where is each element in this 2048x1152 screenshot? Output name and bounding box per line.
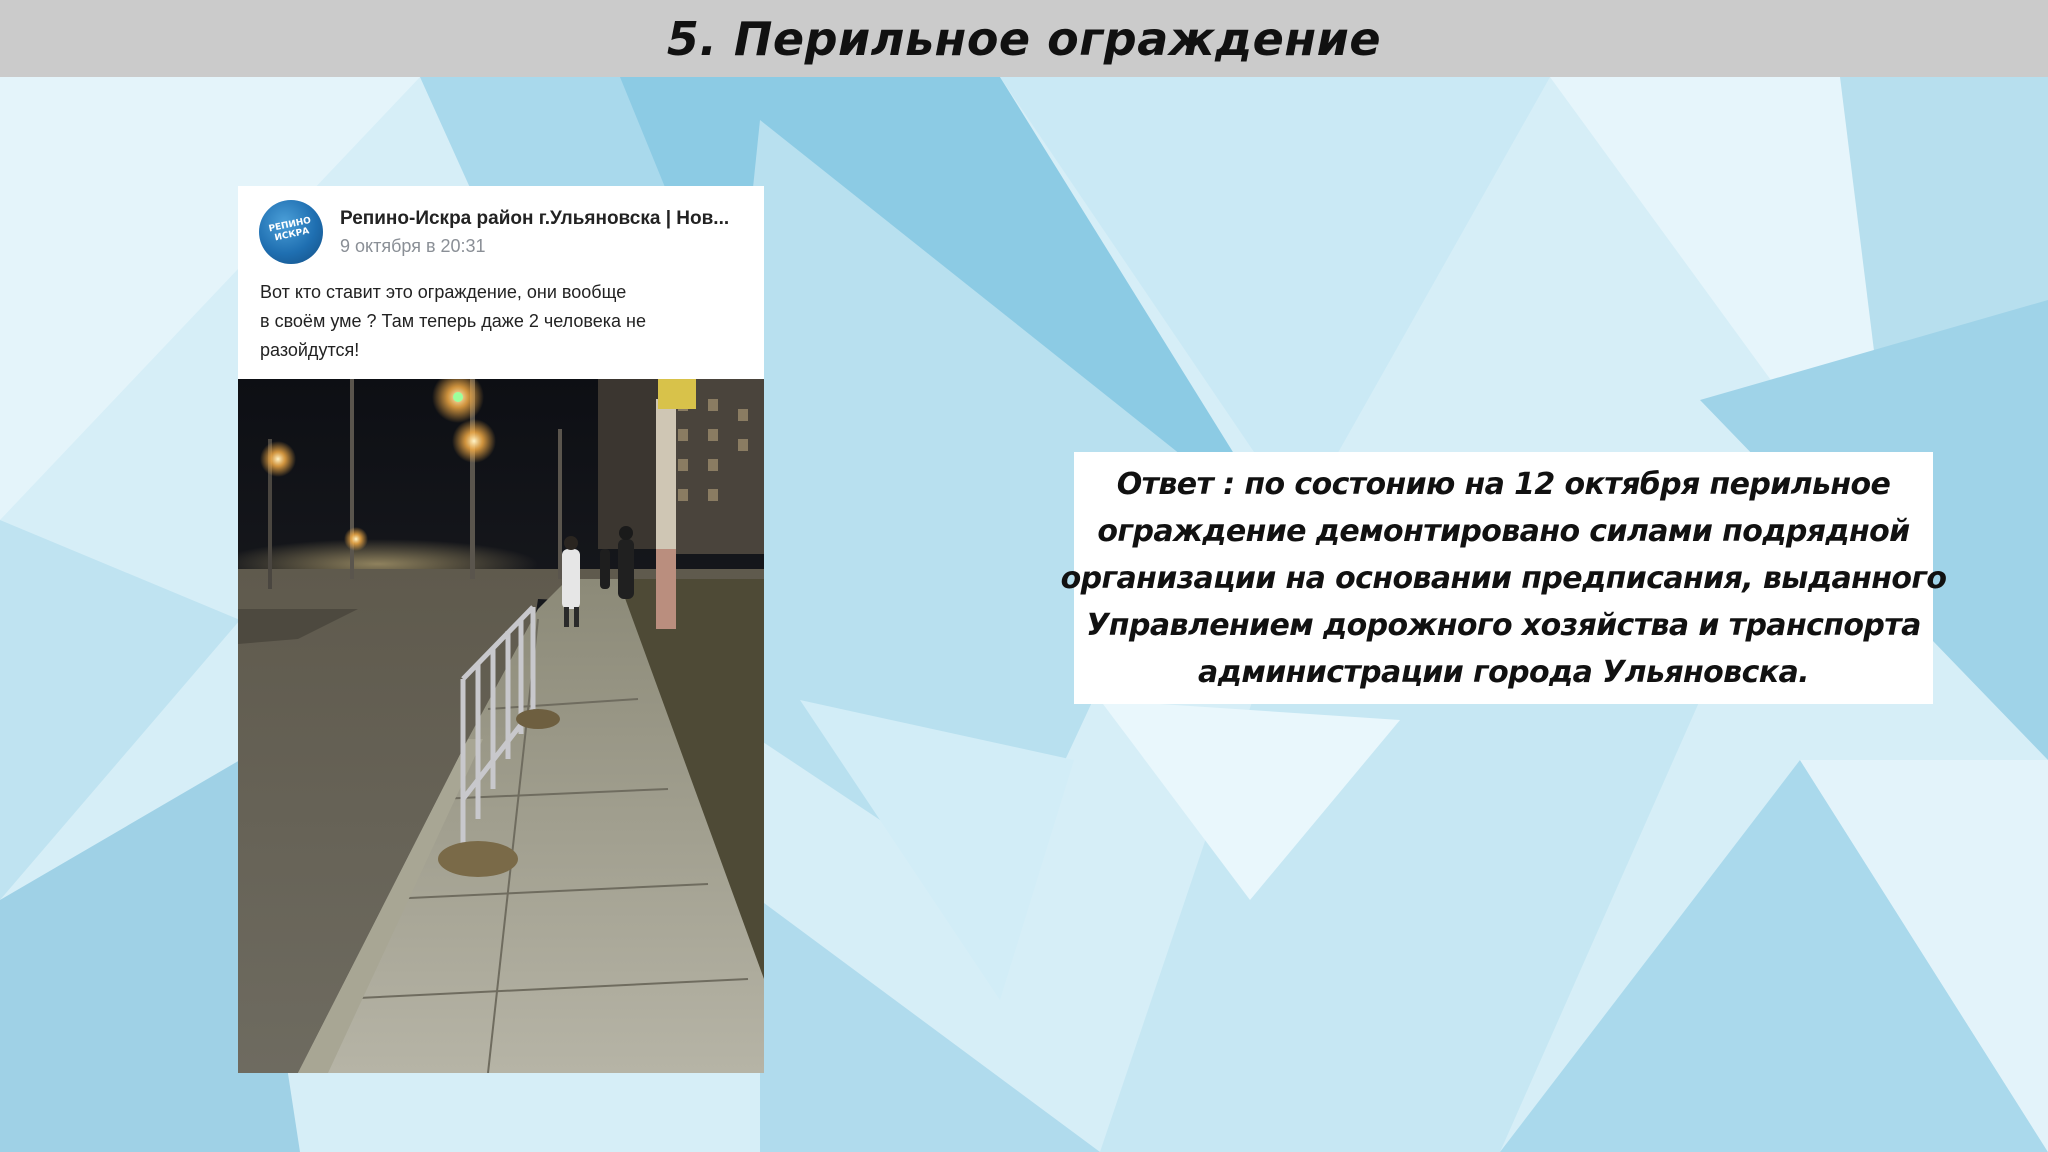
post-author[interactable]: Репино-Искра район г.Ульяновска | Нов... <box>340 208 730 229</box>
answer-line: организации на основании предписания, выданного <box>1060 560 1947 596</box>
slide-title: 5. Перильное ограждение <box>666 11 1382 66</box>
answer-line: Управлением дорожного хозяйства и транспорта <box>1086 607 1921 643</box>
post-text <box>260 278 740 365</box>
post-text-line: в своём уме ? Там теперь даже 2 человека не <box>260 311 646 331</box>
answer-line: администрации города Ульяновска. <box>1198 654 1809 690</box>
avatar[interactable] <box>259 200 323 264</box>
post-photo[interactable] <box>238 379 764 1073</box>
post-date[interactable]: 9 октября в 20:31 <box>340 236 486 256</box>
avatar-logo-text: РЕПИНО ИСКРА <box>267 215 313 244</box>
post-header <box>238 186 764 266</box>
social-post-card <box>238 186 764 1073</box>
post-text-line: разойдутся! <box>260 340 360 360</box>
post-text-line: Вот кто ставит это ограждение, они вообще <box>260 282 627 302</box>
answer-line: Ответ : по состонию на 12 октября перильное <box>1116 466 1891 502</box>
answer-box <box>1060 452 1947 704</box>
title-bar <box>0 0 2048 77</box>
answer-line: ограждение демонтировано силами подрядной <box>1097 513 1910 549</box>
